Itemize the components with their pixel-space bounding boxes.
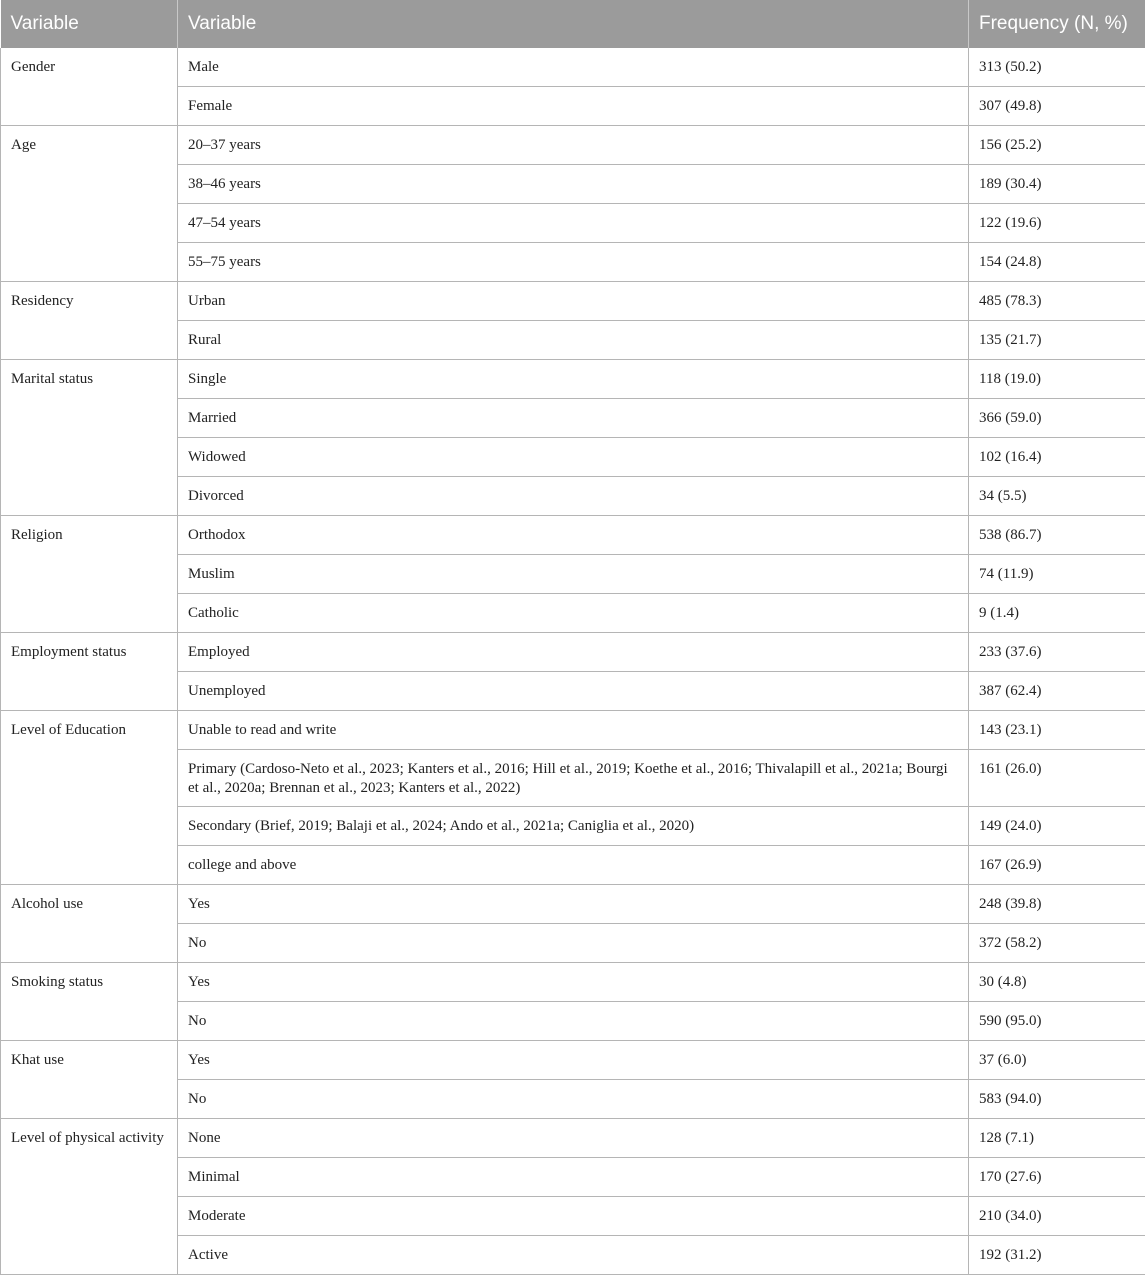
category-cell: Orthodox — [178, 516, 969, 555]
category-cell: No — [178, 924, 969, 963]
header-variable-group: Variable — [1, 0, 178, 48]
frequency-cell: 538 (86.7) — [969, 516, 1145, 555]
frequency-cell: 74 (11.9) — [969, 555, 1145, 594]
category-cell: Active — [178, 1236, 969, 1275]
frequency-cell: 154 (24.8) — [969, 243, 1145, 282]
variable-group-cell: Gender — [1, 48, 178, 126]
frequency-cell: 30 (4.8) — [969, 963, 1145, 1002]
header-variable-category: Variable — [178, 0, 969, 48]
table-row — [1, 885, 1145, 924]
variable-group-cell: Marital status — [1, 360, 178, 516]
category-cell: Catholic — [178, 594, 969, 633]
category-cell: Secondary (Brief, 2019; Balaji et al., 2024; Ando et al., 2021a; Caniglia et al., 2020) — [178, 807, 969, 846]
category-cell: Employed — [178, 633, 969, 672]
frequency-cell: 387 (62.4) — [969, 672, 1145, 711]
frequency-cell: 128 (7.1) — [969, 1119, 1145, 1158]
frequency-cell: 118 (19.0) — [969, 360, 1145, 399]
variable-group-cell: Employment status — [1, 633, 178, 711]
frequency-cell: 307 (49.8) — [969, 87, 1145, 126]
variable-group-cell: Level of physical activity — [1, 1119, 178, 1275]
category-cell: Female — [178, 87, 969, 126]
table-row — [1, 711, 1145, 750]
category-cell: Divorced — [178, 477, 969, 516]
table-row — [1, 963, 1145, 1002]
category-cell: Male — [178, 48, 969, 87]
frequency-cell: 135 (21.7) — [969, 321, 1145, 360]
frequency-cell: 583 (94.0) — [969, 1080, 1145, 1119]
category-cell: 47–54 years — [178, 204, 969, 243]
table-body — [1, 48, 1145, 1275]
frequency-cell: 9 (1.4) — [969, 594, 1145, 633]
frequency-cell: 189 (30.4) — [969, 165, 1145, 204]
frequency-cell: 210 (34.0) — [969, 1197, 1145, 1236]
category-cell: 38–46 years — [178, 165, 969, 204]
category-cell: 20–37 years — [178, 126, 969, 165]
variable-group-cell: Alcohol use — [1, 885, 178, 963]
variable-group-cell: Level of Education — [1, 711, 178, 885]
variable-group-cell: Residency — [1, 282, 178, 360]
table-row — [1, 48, 1145, 87]
category-cell: Muslim — [178, 555, 969, 594]
table-row — [1, 516, 1145, 555]
frequency-cell: 366 (59.0) — [969, 399, 1145, 438]
category-cell: Yes — [178, 885, 969, 924]
category-cell: No — [178, 1002, 969, 1041]
header-frequency: Frequency (N, %) — [969, 0, 1145, 48]
frequency-cell: 590 (95.0) — [969, 1002, 1145, 1041]
category-cell: Rural — [178, 321, 969, 360]
table-row — [1, 1119, 1145, 1158]
frequency-cell: 149 (24.0) — [969, 807, 1145, 846]
category-cell: Single — [178, 360, 969, 399]
category-cell: Unable to read and write — [178, 711, 969, 750]
frequency-cell: 170 (27.6) — [969, 1158, 1145, 1197]
frequency-cell: 167 (26.9) — [969, 846, 1145, 885]
category-cell: Urban — [178, 282, 969, 321]
header-row — [1, 0, 1145, 48]
category-cell: Moderate — [178, 1197, 969, 1236]
variable-group-cell: Age — [1, 126, 178, 282]
category-cell: Married — [178, 399, 969, 438]
frequency-cell: 102 (16.4) — [969, 438, 1145, 477]
table-header — [1, 0, 1145, 48]
frequency-cell: 37 (6.0) — [969, 1041, 1145, 1080]
category-cell: None — [178, 1119, 969, 1158]
table-row — [1, 633, 1145, 672]
variable-group-cell: Smoking status — [1, 963, 178, 1041]
table-row — [1, 126, 1145, 165]
category-cell: Primary (Cardoso-Neto et al., 2023; Kanters et al., 2016; Hill et al., 2019; Koethe et al., 2016; Thivalapill et al., 2021a; Bourgi et al., 2020a; Brennan et al., 2023; Kanters et al., 2022) — [178, 750, 969, 807]
frequency-cell: 122 (19.6) — [969, 204, 1145, 243]
category-cell: No — [178, 1080, 969, 1119]
frequency-cell: 313 (50.2) — [969, 48, 1145, 87]
category-cell: Yes — [178, 963, 969, 1002]
table-row — [1, 1041, 1145, 1080]
table-row — [1, 282, 1145, 321]
frequency-cell: 143 (23.1) — [969, 711, 1145, 750]
category-cell: Widowed — [178, 438, 969, 477]
category-cell: college and above — [178, 846, 969, 885]
category-cell: Yes — [178, 1041, 969, 1080]
category-cell: Unemployed — [178, 672, 969, 711]
frequency-cell: 485 (78.3) — [969, 282, 1145, 321]
variable-group-cell: Khat use — [1, 1041, 178, 1119]
frequency-cell: 372 (58.2) — [969, 924, 1145, 963]
table-row — [1, 360, 1145, 399]
category-cell: 55–75 years — [178, 243, 969, 282]
variable-group-cell: Religion — [1, 516, 178, 633]
frequency-cell: 192 (31.2) — [969, 1236, 1145, 1275]
category-cell: Minimal — [178, 1158, 969, 1197]
frequency-cell: 161 (26.0) — [969, 750, 1145, 807]
frequency-cell: 233 (37.6) — [969, 633, 1145, 672]
frequency-cell: 248 (39.8) — [969, 885, 1145, 924]
frequency-cell: 34 (5.5) — [969, 477, 1145, 516]
frequency-cell: 156 (25.2) — [969, 126, 1145, 165]
